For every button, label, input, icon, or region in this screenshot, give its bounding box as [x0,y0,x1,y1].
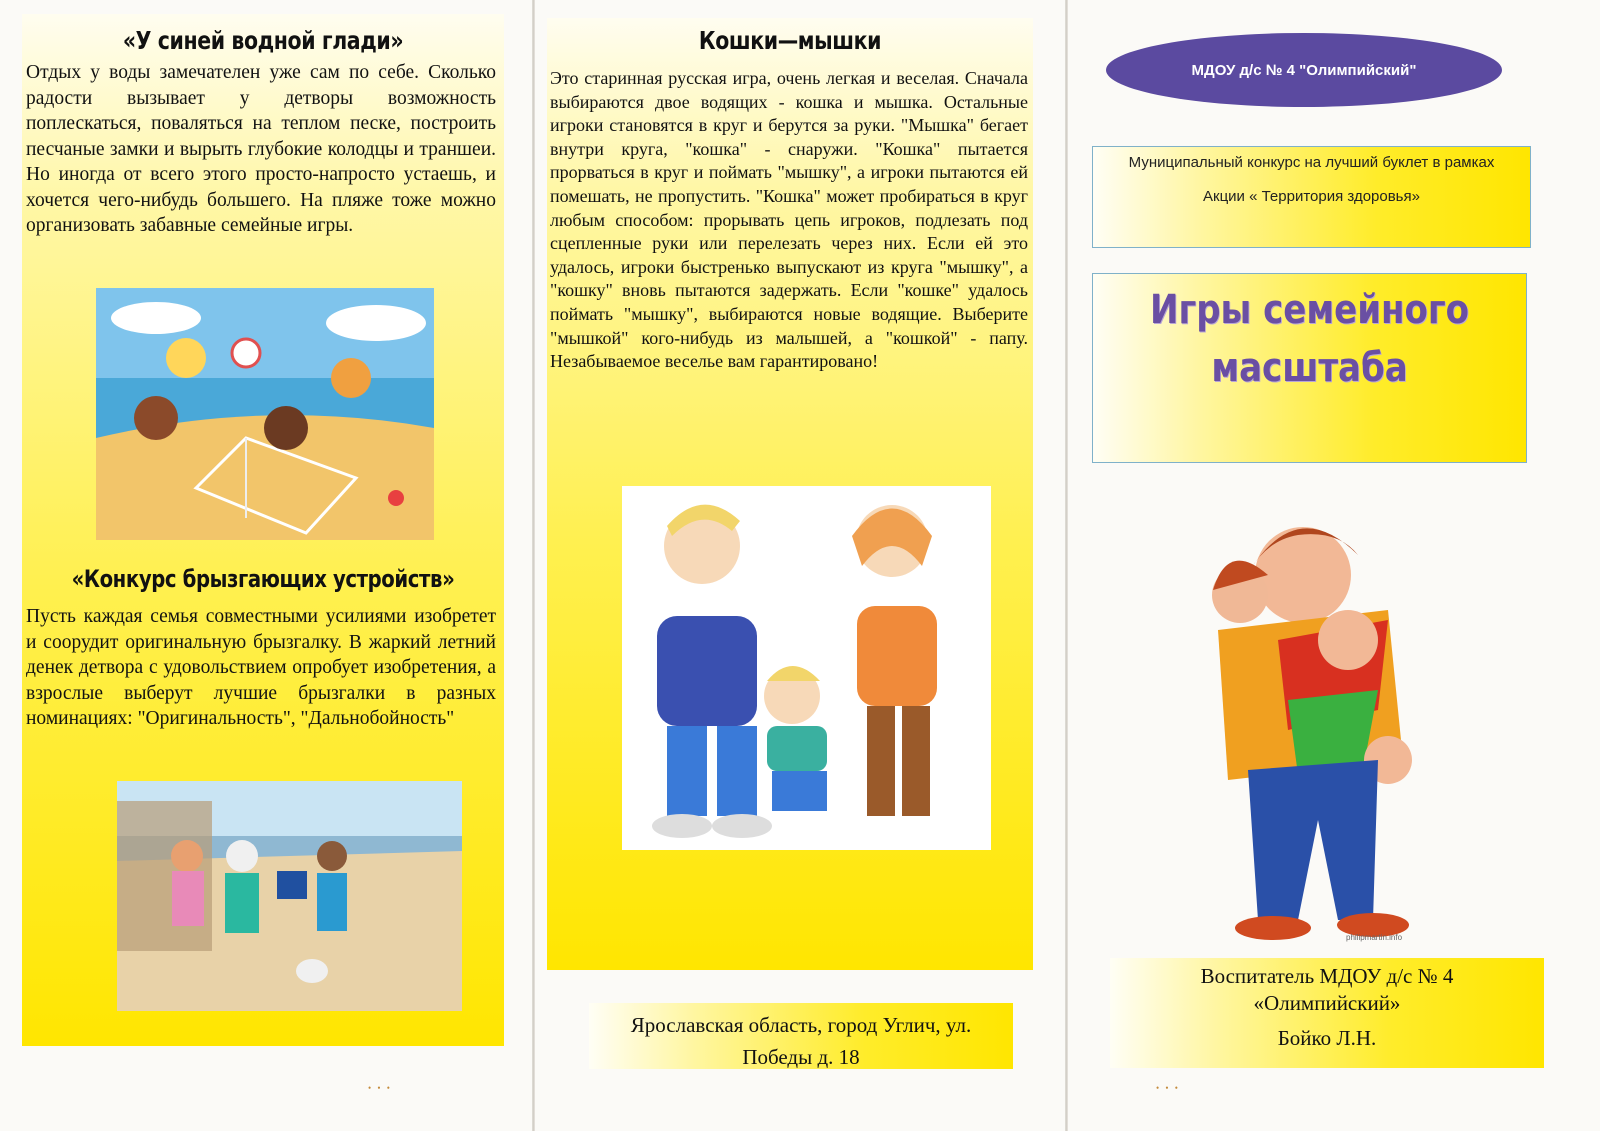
contest-box [1092,146,1531,248]
middle-text: Это старинная русская игра, очень легкая и веселая. Сначала выбираются двое водящих - кошка и мышка. Остальные игроки становятся в круг и берутся за руки. "Мышка" бегает внутри круга, "кошка" - снаружи. "Кошка" пытается прорваться в круг и поймать "мышку", а игроки пытаются ей помешать, не пропустить. "Кошка" может пробираться в круг любым способом: прорывать цепь игроков, подлезать под сцепленные руки или перелезать через них. Если ей это удалось, игроки быстренько выпускают из круга "мышку", а "кошку" вновь пытаются задержать. Если "кошке" удалось поймать "мышку", выбираются новые водящие. Выберите "мышкой" кого-нибудь из малышей, а "кошкой" - папу. Незабываемое веселье вам гарантировано! [550,68,1028,372]
section1-title: «У синей водной глади» [122,26,404,55]
author-line3: Бойко Л.Н. [1277,1026,1377,1050]
title-box [1092,273,1527,463]
middle-title: Кошки—мышки [698,26,882,55]
author-line1: Воспитатель МДОУ д/с № 4 [1200,964,1454,988]
beach-volleyball-illustration [96,288,434,540]
left-panel [0,0,532,1131]
right-panel [1068,0,1600,1131]
right-footer-dots: • • • [1156,1083,1180,1093]
family-walking-illustration [622,486,991,850]
middle-panel [535,0,1065,1131]
contest-line2: Акции « Территория здоровья» [1203,188,1420,205]
org-name-badge: МДОУ д/с № 4 "Олимпийский" [1106,33,1502,107]
section2-text: Пусть каждая семья совместными усилиями изобретет и соорудит оригинальную брызгалку. В жаркий летний денек детвора с удовольствием опробует изобретения, а взрослые выберут лучшие брызгалки в разных номинациях: "Оригинальность", "Дальнобойность" [26,606,496,729]
family-hug-illustration [1188,500,1428,948]
address-line2: Победы д. 18 [742,1045,860,1069]
section2-title: «Конкурс брызгающих устройств» [71,565,455,593]
contest-line1: Муниципальный конкурс на лучший буклет в рамках [1128,154,1495,171]
author-line2: «Олимпийский» [1253,991,1401,1015]
kids-on-beach-photo [117,781,462,1011]
left-footer-dots: • • • [368,1083,392,1093]
title-line1: Игры семейного [1149,287,1469,333]
section1-text: Отдых у воды замечателен уже сам по себе. Сколько радости вызывает у детворы возможность поплескаться, поваляться на теплом песке, построить песчаные замки и вырыть глубокие колодцы и траншеи. Но иногда от всего этого просто-напросто устаешь, и хочется чего-нибудь большего. На пляже тоже можно организовать забавные семейные игры. [26,62,496,236]
title-line2: масштаба [1211,345,1408,391]
image-watermark: philipmartin.info [1346,933,1403,942]
address-line1: Ярославская область, город Углич, ул. [630,1013,972,1037]
